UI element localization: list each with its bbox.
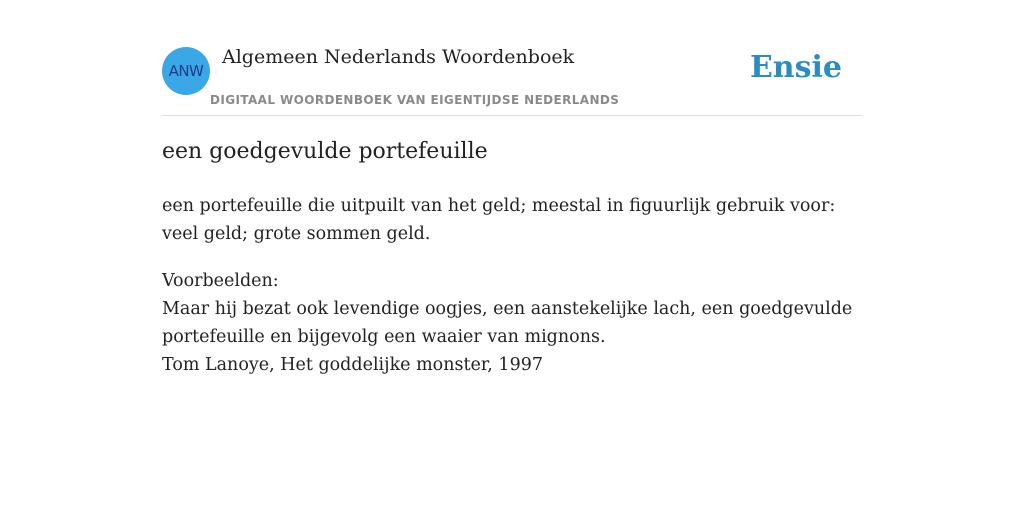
- example-source: Tom Lanoye, Het goddelijke monster, 1997: [162, 355, 543, 375]
- dictionary-card: [162, 0, 862, 512]
- definition: een portefeuille die uitpuilt van het geld; meestal in figuurlijk gebruik voor: veel geld; grote sommen geld.: [162, 196, 836, 244]
- examples-label: Voorbeelden:: [162, 271, 279, 291]
- ensie-brand-link[interactable]: Ensie: [749, 50, 842, 85]
- examples-section: [162, 267, 862, 379]
- anw-logo[interactable]: [162, 47, 210, 95]
- site-title[interactable]: Algemeen Nederlands Woordenboek: [222, 46, 575, 68]
- headword: een goedgevulde portefeuille: [162, 139, 488, 164]
- site-subtitle: DIGITAAL WOORDENBOEK VAN EIGENTIJDSE NEDERLANDS: [210, 93, 620, 107]
- header-divider: [162, 115, 862, 116]
- example-text: Maar hij bezat ook levendige oogjes, een aanstekelijke lach, een goedgevulde portefeuille en bijgevolg een waaier van mignons.: [162, 299, 853, 347]
- logo-text: ANW: [168, 62, 204, 80]
